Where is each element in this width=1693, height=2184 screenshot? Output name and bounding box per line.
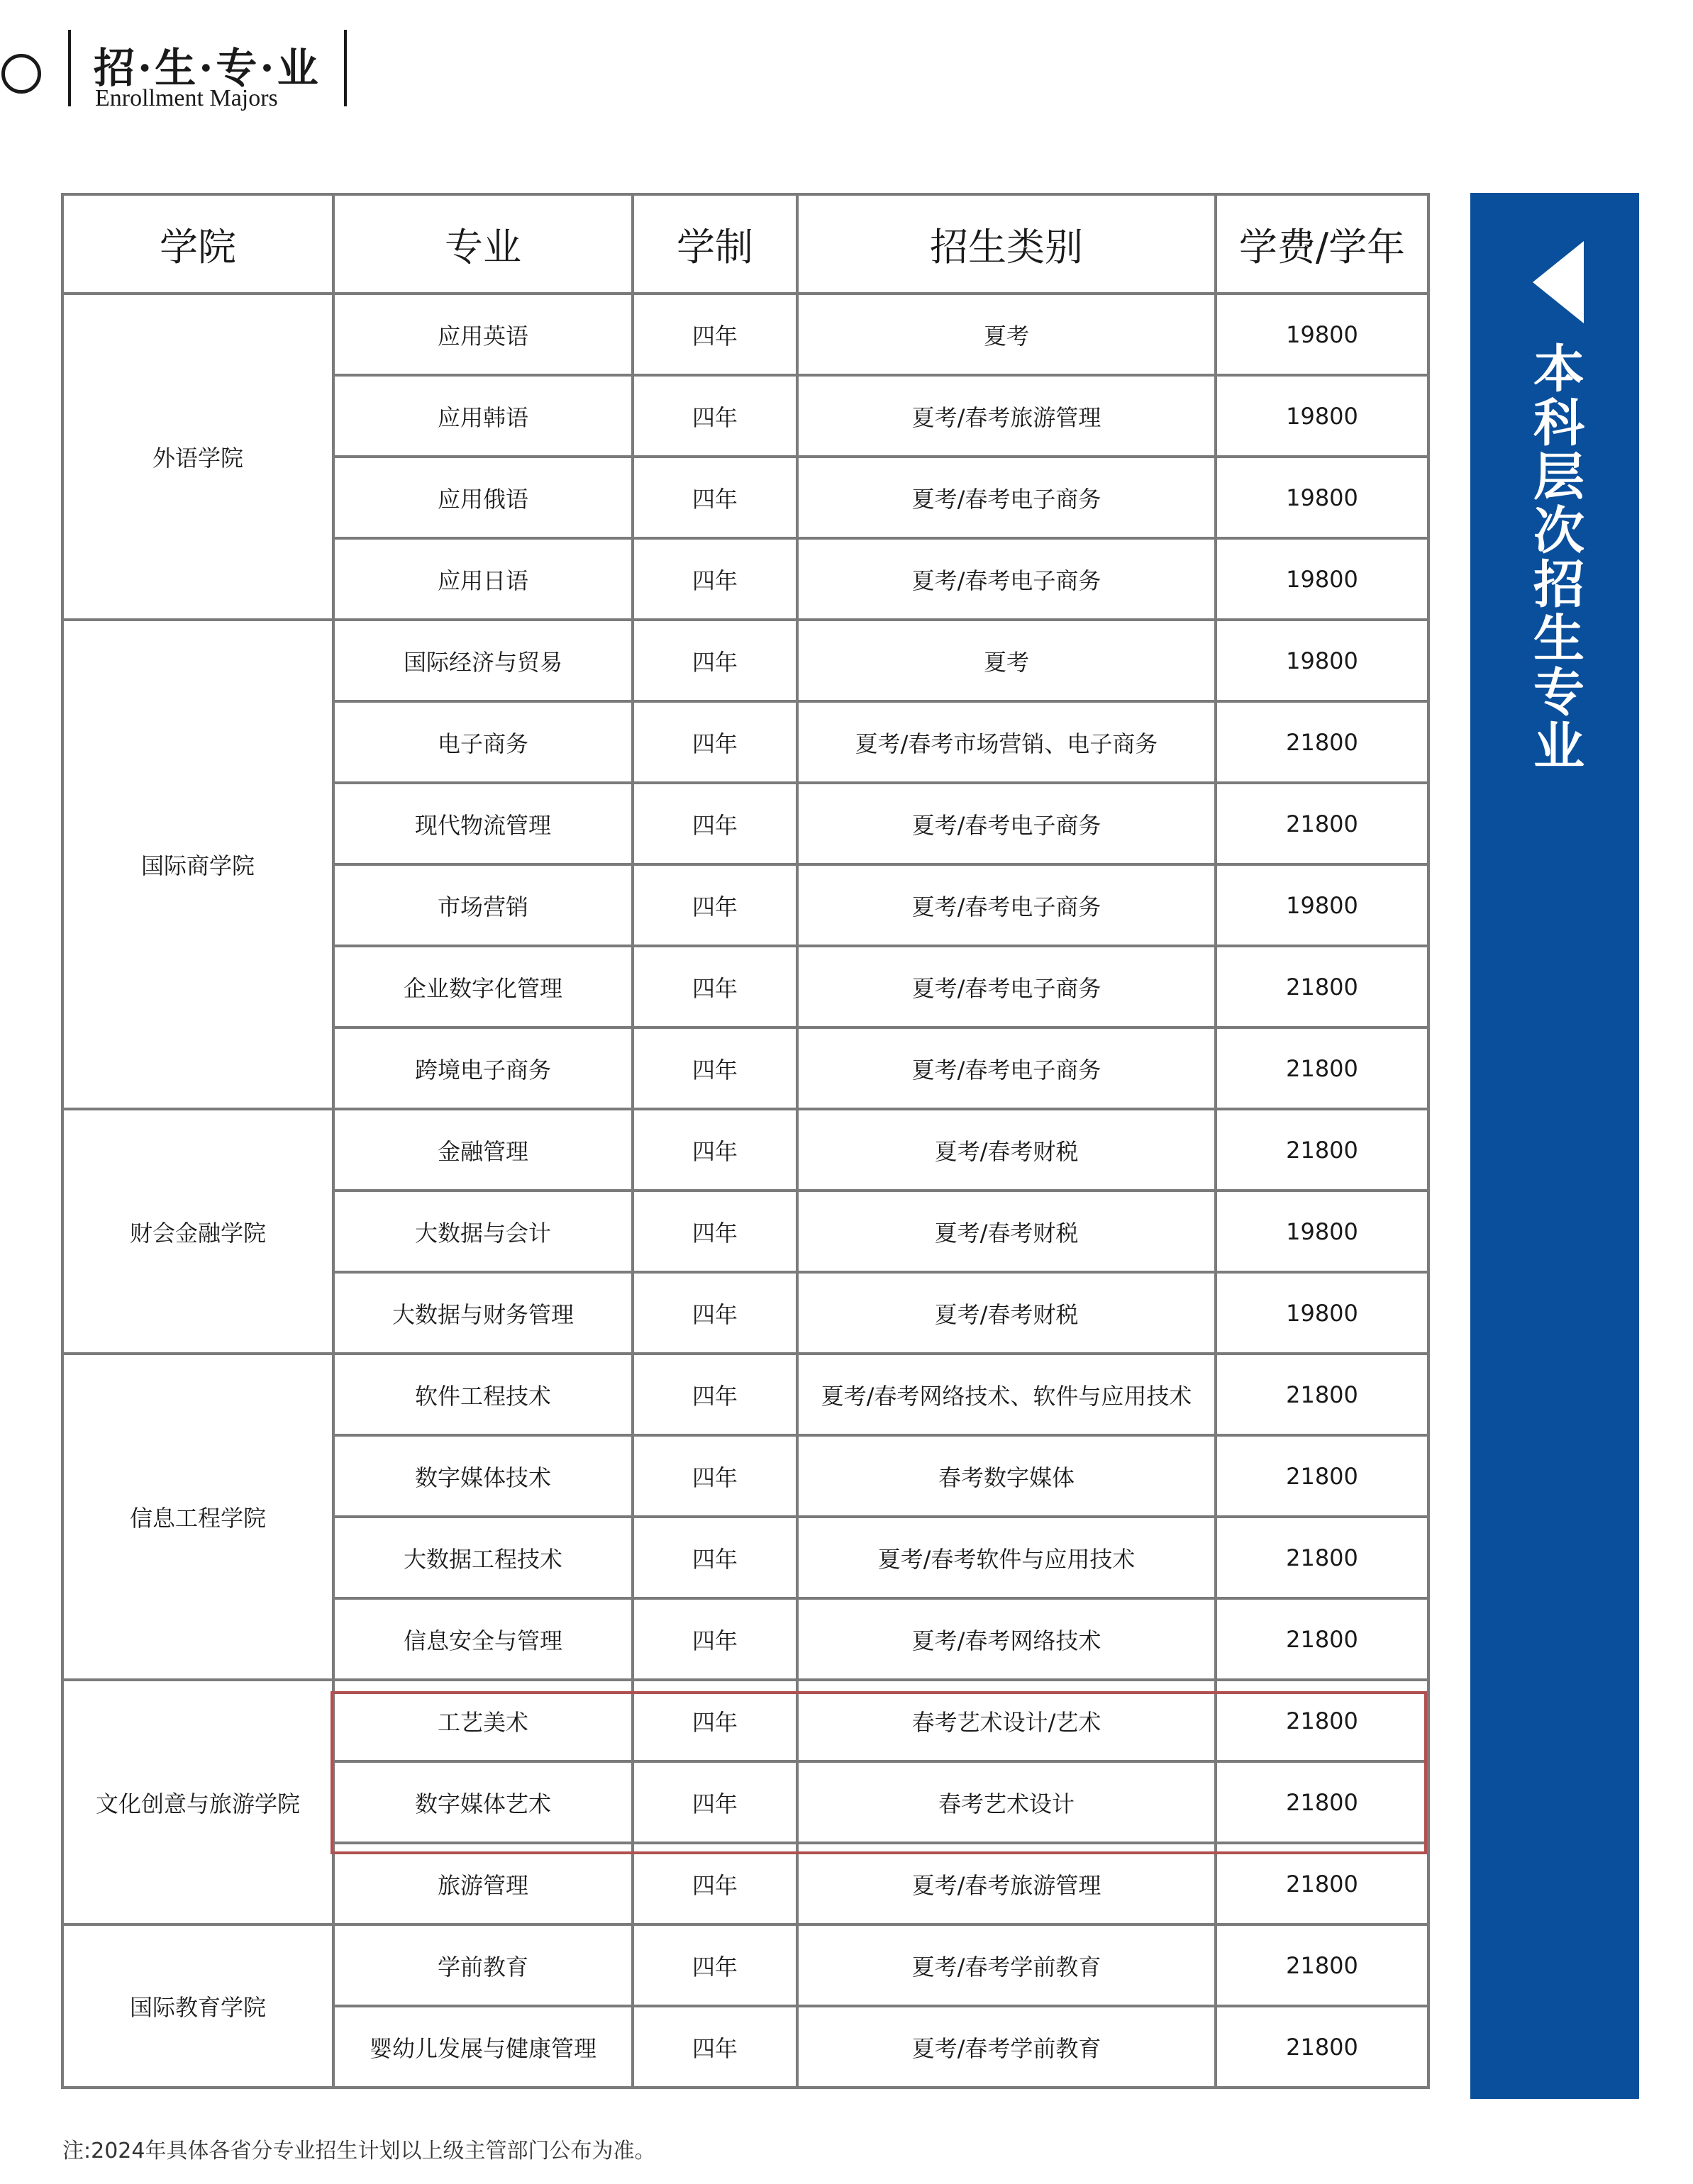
category-cell: 夏考/春考财税 (797, 1272, 1216, 1354)
duration-cell: 四年 (633, 294, 797, 375)
fee-cell: 19800 (1216, 1191, 1428, 1272)
category-cell: 夏考/春考财税 (797, 1109, 1216, 1191)
table-body (62, 294, 1428, 2088)
duration-cell: 四年 (633, 1435, 797, 1517)
duration-cell: 四年 (633, 375, 797, 457)
major-cell: 国际经济与贸易 (333, 620, 633, 701)
major-cell: 学前教育 (333, 1924, 633, 2006)
header-major: 专业 (333, 194, 633, 294)
college-cell: 外语学院 (62, 294, 333, 620)
duration-cell: 四年 (633, 2006, 797, 2088)
major-cell: 应用韩语 (333, 375, 633, 457)
major-cell: 数字媒体技术 (333, 1435, 633, 1517)
college-cell: 国际商学院 (62, 620, 333, 1109)
duration-cell: 四年 (633, 457, 797, 538)
major-cell: 大数据工程技术 (333, 1517, 633, 1598)
category-cell: 春考数字媒体 (797, 1435, 1216, 1517)
duration-cell: 四年 (633, 1354, 797, 1435)
side-banner-text: 本科层次招生专业 (1525, 342, 1584, 773)
header-fee: 学费/学年 (1216, 194, 1428, 294)
duration-cell: 四年 (633, 1517, 797, 1598)
table-row (62, 620, 1428, 701)
major-cell: 应用英语 (333, 294, 633, 375)
category-cell: 夏考/春考学前教育 (797, 1924, 1216, 2006)
table-row (62, 294, 1428, 375)
category-cell: 夏考/春考市场营销、电子商务 (797, 701, 1216, 783)
fee-cell: 21800 (1216, 701, 1428, 783)
major-cell: 工艺美术 (333, 1680, 633, 1761)
college-cell: 信息工程学院 (62, 1354, 333, 1680)
fee-cell: 21800 (1216, 1354, 1428, 1435)
triangle-left-icon (1533, 241, 1584, 323)
major-cell: 婴幼儿发展与健康管理 (333, 2006, 633, 2088)
fee-cell: 21800 (1216, 1598, 1428, 1680)
category-cell: 夏考 (797, 620, 1216, 701)
majors-table (61, 193, 1430, 2089)
header-duration: 学制 (633, 194, 797, 294)
category-cell: 夏考/春考电子商务 (797, 946, 1216, 1027)
duration-cell: 四年 (633, 864, 797, 946)
duration-cell: 四年 (633, 1924, 797, 2006)
page-title: 招·生·专·业 (68, 30, 347, 106)
table-row (62, 1924, 1428, 2006)
category-cell: 春考艺术设计/艺术 (797, 1680, 1216, 1761)
category-cell: 夏考/春考旅游管理 (797, 1843, 1216, 1924)
fee-cell: 21800 (1216, 946, 1428, 1027)
fee-cell: 21800 (1216, 1517, 1428, 1598)
circle-icon (1, 54, 41, 94)
table-row (62, 1680, 1428, 1761)
college-cell: 国际教育学院 (62, 1924, 333, 2088)
duration-cell: 四年 (633, 538, 797, 620)
duration-cell: 四年 (633, 1027, 797, 1109)
category-cell: 夏考/春考网络技术、软件与应用技术 (797, 1354, 1216, 1435)
major-cell: 大数据与财务管理 (333, 1272, 633, 1354)
duration-cell: 四年 (633, 1109, 797, 1191)
category-cell: 夏考 (797, 294, 1216, 375)
duration-cell: 四年 (633, 701, 797, 783)
duration-cell: 四年 (633, 946, 797, 1027)
category-cell: 春考艺术设计 (797, 1761, 1216, 1843)
category-cell: 夏考/春考旅游管理 (797, 375, 1216, 457)
duration-cell: 四年 (633, 1272, 797, 1354)
category-cell: 夏考/春考学前教育 (797, 2006, 1216, 2088)
college-cell: 财会金融学院 (62, 1109, 333, 1354)
footnote: 注:2024年具体各省分专业招生计划以上级主管部门公布为准。 (62, 2139, 656, 2163)
college-cell: 文化创意与旅游学院 (62, 1680, 333, 1924)
major-cell: 大数据与会计 (333, 1191, 633, 1272)
category-cell: 夏考/春考网络技术 (797, 1598, 1216, 1680)
duration-cell: 四年 (633, 1598, 797, 1680)
fee-cell: 19800 (1216, 375, 1428, 457)
major-cell: 现代物流管理 (333, 783, 633, 864)
side-banner (1470, 193, 1639, 2099)
major-cell: 电子商务 (333, 701, 633, 783)
major-cell: 跨境电子商务 (333, 1027, 633, 1109)
category-cell: 夏考/春考电子商务 (797, 864, 1216, 946)
major-cell: 企业数字化管理 (333, 946, 633, 1027)
fee-cell: 19800 (1216, 620, 1428, 701)
fee-cell: 19800 (1216, 457, 1428, 538)
fee-cell: 19800 (1216, 1272, 1428, 1354)
category-cell: 夏考/春考电子商务 (797, 1027, 1216, 1109)
category-cell: 夏考/春考电子商务 (797, 783, 1216, 864)
fee-cell: 21800 (1216, 1680, 1428, 1761)
fee-cell: 21800 (1216, 1761, 1428, 1843)
fee-cell: 19800 (1216, 538, 1428, 620)
category-cell: 夏考/春考财税 (797, 1191, 1216, 1272)
page-subtitle: Enrollment Majors (95, 85, 278, 111)
category-cell: 夏考/春考电子商务 (797, 457, 1216, 538)
major-cell: 旅游管理 (333, 1843, 633, 1924)
duration-cell: 四年 (633, 1761, 797, 1843)
fee-cell: 21800 (1216, 2006, 1428, 2088)
table-row (62, 1354, 1428, 1435)
table-header-row (62, 194, 1428, 294)
duration-cell: 四年 (633, 620, 797, 701)
major-cell: 软件工程技术 (333, 1354, 633, 1435)
fee-cell: 21800 (1216, 1109, 1428, 1191)
table-row (62, 1109, 1428, 1191)
duration-cell: 四年 (633, 1191, 797, 1272)
duration-cell: 四年 (633, 783, 797, 864)
major-cell: 市场营销 (333, 864, 633, 946)
fee-cell: 21800 (1216, 1435, 1428, 1517)
header-category: 招生类别 (797, 194, 1216, 294)
major-cell: 数字媒体艺术 (333, 1761, 633, 1843)
major-cell: 应用俄语 (333, 457, 633, 538)
fee-cell: 21800 (1216, 1027, 1428, 1109)
duration-cell: 四年 (633, 1843, 797, 1924)
category-cell: 夏考/春考软件与应用技术 (797, 1517, 1216, 1598)
page-header (0, 21, 567, 128)
fee-cell: 19800 (1216, 864, 1428, 946)
header-college: 学院 (62, 194, 333, 294)
category-cell: 夏考/春考电子商务 (797, 538, 1216, 620)
fee-cell: 21800 (1216, 1924, 1428, 2006)
major-cell: 信息安全与管理 (333, 1598, 633, 1680)
fee-cell: 21800 (1216, 1843, 1428, 1924)
duration-cell: 四年 (633, 1680, 797, 1761)
fee-cell: 21800 (1216, 783, 1428, 864)
major-cell: 金融管理 (333, 1109, 633, 1191)
fee-cell: 19800 (1216, 294, 1428, 375)
major-cell: 应用日语 (333, 538, 633, 620)
